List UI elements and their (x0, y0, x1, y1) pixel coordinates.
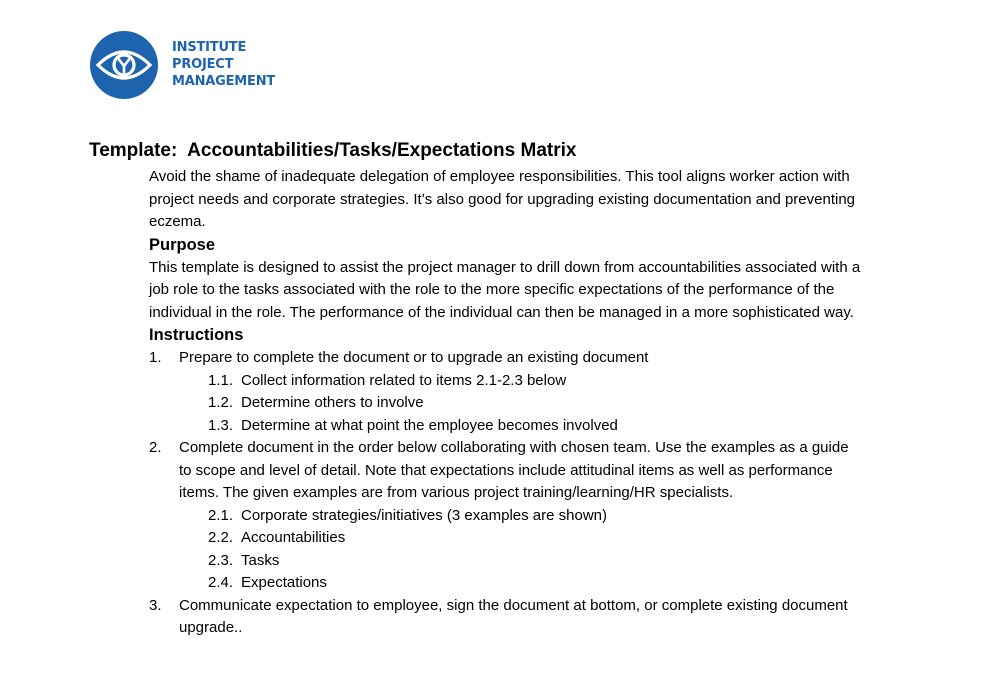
sub-list-item-number: 1.2. (208, 394, 234, 411)
list-item-number: 1. (149, 349, 162, 366)
sub-list-item-number: 2.3. (208, 551, 234, 569)
logo-line-1: INSTITUTE (172, 40, 247, 55)
list-item-number: 2. (149, 439, 162, 456)
purpose-heading: Purpose (149, 235, 216, 254)
document-title: Template: Accountabilities/Tasks/Expectations Matrix (89, 140, 577, 161)
sub-list-item (149, 527, 879, 550)
instructions-list (149, 347, 879, 640)
sub-list-item-text: Determine at what point the employee becomes involved (241, 416, 618, 434)
instructions-heading: Instructions (149, 326, 244, 344)
sub-list-item-text: Expectations (241, 574, 327, 591)
sub-list-item (149, 505, 879, 528)
sub-list-item-text: Determine others to involve (241, 394, 424, 411)
sub-list-item-number: 2.2. (208, 529, 234, 546)
list-item-text: Prepare to complete the document or to upgrade an existing document (179, 349, 649, 366)
sub-list-item-number: 2.4. (208, 574, 234, 591)
purpose-paragraph: This template is designed to assist the project manager to drill down from accountabilities associated with a job role to the tasks associated with the role to the more specific expectations of the performance of the individual in the role. The performance of the individual can then be managed in a more sophisticated way. (149, 258, 861, 321)
sub-list-item (149, 550, 879, 573)
logo-line-3: MANAGEMENT (172, 74, 276, 89)
logo (89, 30, 289, 100)
list-item (149, 595, 879, 640)
sub-list-item-number: 2.1. (208, 506, 234, 524)
sub-list-item-text: Tasks (241, 551, 280, 569)
document-body (149, 166, 879, 640)
intro-paragraph: Avoid the shame of inadequate delegation of employee responsibilities. This tool aligns worker action with project needs and corporate strategies. It’s also good for upgrading existing documentation and preventing eczema. (149, 168, 856, 230)
list-item (149, 347, 879, 370)
logo-text (172, 39, 275, 90)
sub-list-item-number: 1.1. (208, 371, 234, 389)
logo-line-2: PROJECT (172, 57, 234, 72)
list-item (149, 437, 879, 505)
sub-list-item (149, 370, 879, 393)
list-item-number: 3. (149, 596, 162, 614)
sub-list-item-text: Accountabilities (241, 529, 346, 546)
list-item-text: Complete document in the order below collaborating with chosen team. Use the examples as a guide to scope and level of detail. Note that expectations include attitudinal items as well as performance items. The given examples are from various project training/learning/HR specialists. (179, 439, 849, 501)
sub-list-item (149, 392, 879, 415)
list-item-text: Communicate expectation to employee, sign the document at bottom, or complete existing document upgrade.. (179, 596, 848, 636)
sub-list-item (149, 415, 879, 438)
sub-list-item-number: 1.3. (208, 416, 234, 434)
sub-list-item-text: Corporate strategies/initiatives (3 examples are shown) (241, 506, 607, 524)
sub-list-item-text: Collect information related to items 2.1-2.3 below (241, 371, 567, 389)
eye-logo-icon (89, 30, 159, 100)
sub-list-item (149, 572, 879, 595)
